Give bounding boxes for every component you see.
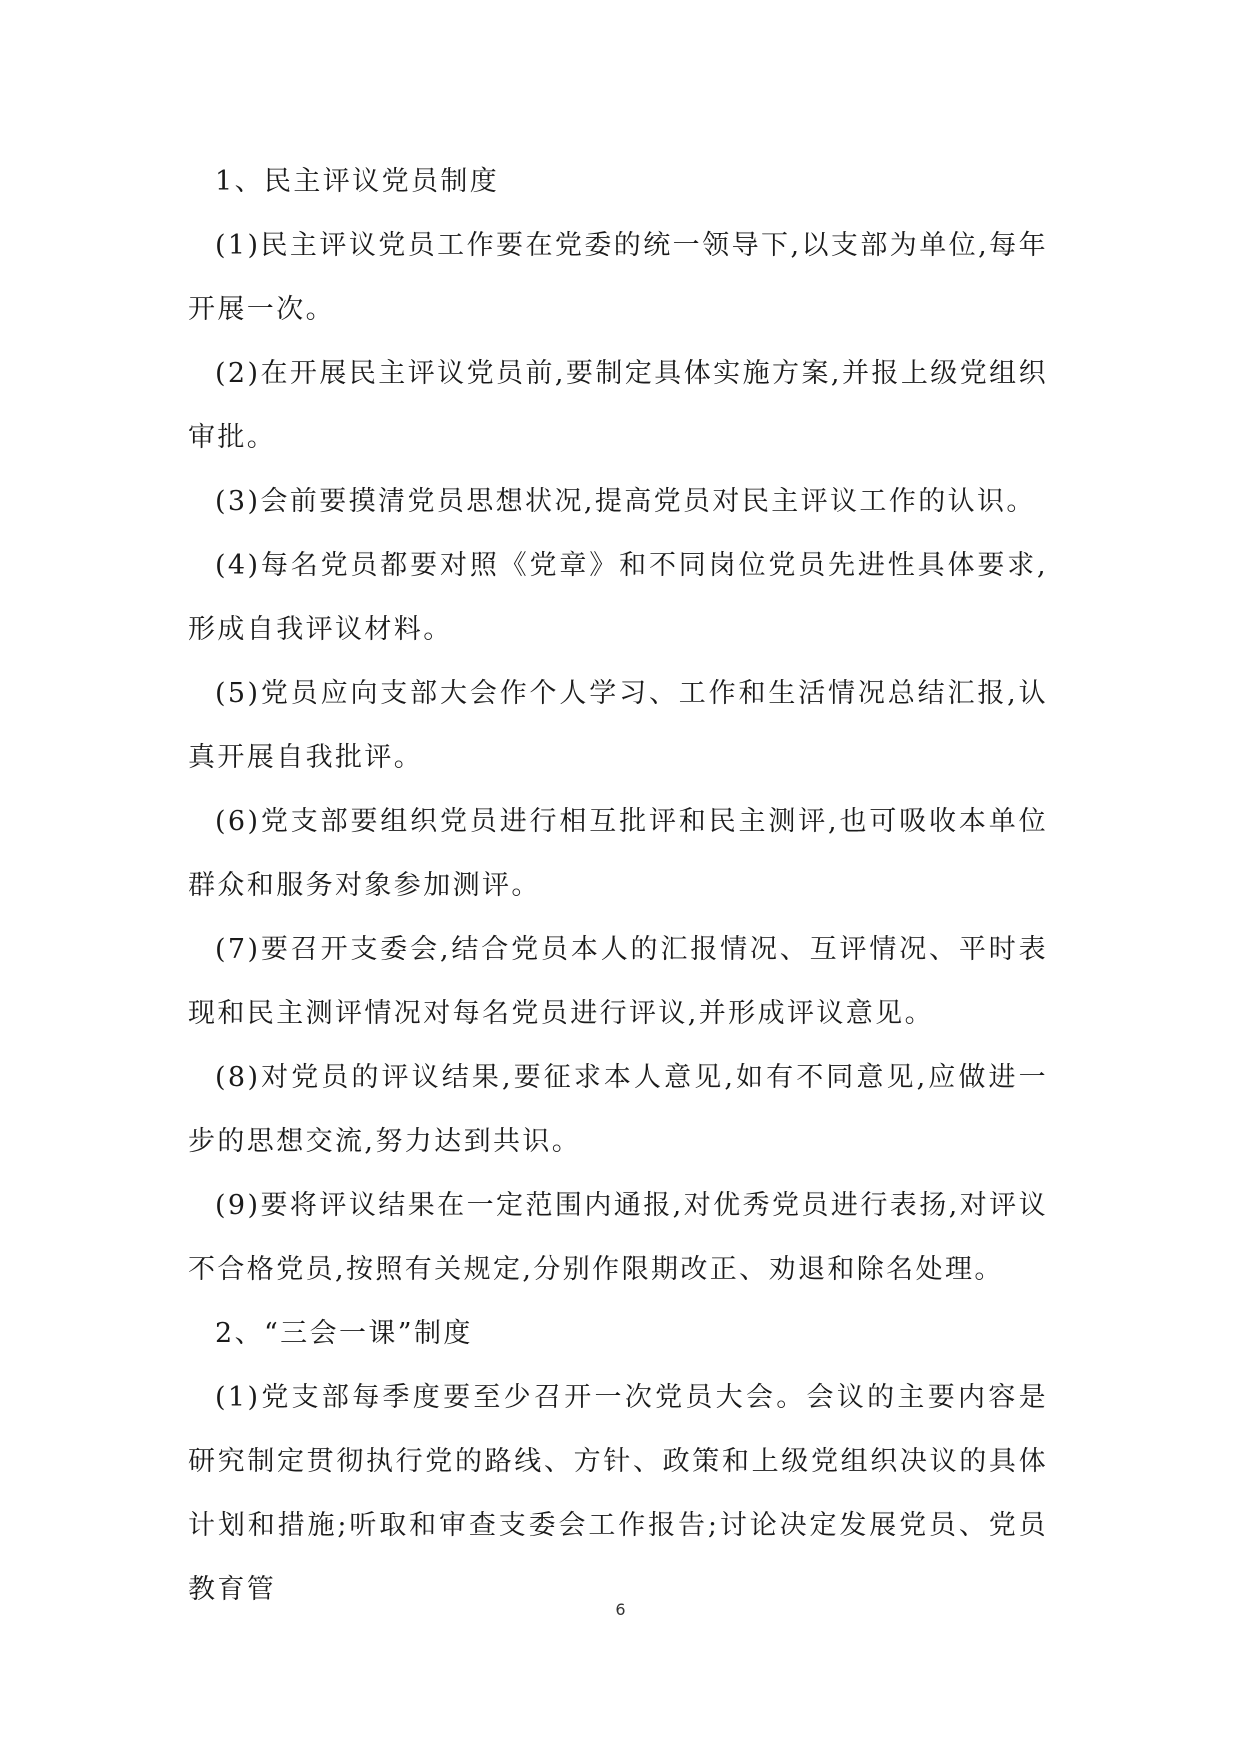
section-heading: 2、“三会一课”制度	[215, 1318, 473, 1349]
page-number: 6	[615, 1600, 626, 1619]
section-heading: 1、民主评议党员制度	[215, 166, 500, 197]
paragraph: (8)对党员的评议结果,要征求本人意见,如有不同意见,应做进一步的思想交流,努力达到共识。	[188, 1062, 1048, 1157]
paragraph: (4)每名党员都要对照《党章》和不同岗位党员先进性具体要求,形成自我评议材料。	[188, 550, 1048, 645]
paragraph: (1)党支部每季度要至少召开一次党员大会。会议的主要内容是研究制定贯彻执行党的路线、方针、政策和上级党组织决议的具体计划和措施;听取和审查支委会工作报告;讨论决定发展党员、党员教育管	[188, 1382, 1048, 1605]
paragraph: (6)党支部要组织党员进行相互批评和民主测评,也可吸收本单位群众和服务对象参加测评。	[188, 806, 1048, 901]
paragraph: (3)会前要摸清党员思想状况,提高党员对民主评议工作的认识。	[215, 486, 1036, 517]
paragraph: (2)在开展民主评议党员前,要制定具体实施方案,并报上级党组织审批。	[188, 358, 1048, 453]
paragraph: (5)党员应向支部大会作个人学习、工作和生活情况总结汇报,认真开展自我批评。	[188, 678, 1048, 773]
document-body	[188, 150, 1048, 1622]
paragraph: (7)要召开支委会,结合党员本人的汇报情况、互评情况、平时表现和民主测评情况对每名党员进行评议,并形成评议意见。	[188, 934, 1048, 1029]
paragraph: (9)要将评议结果在一定范围内通报,对优秀党员进行表扬,对评议不合格党员,按照有关规定,分别作限期改正、劝退和除名处理。	[188, 1190, 1048, 1285]
paragraph: (1)民主评议党员工作要在党委的统一领导下,以支部为单位,每年开展一次。	[188, 230, 1048, 325]
